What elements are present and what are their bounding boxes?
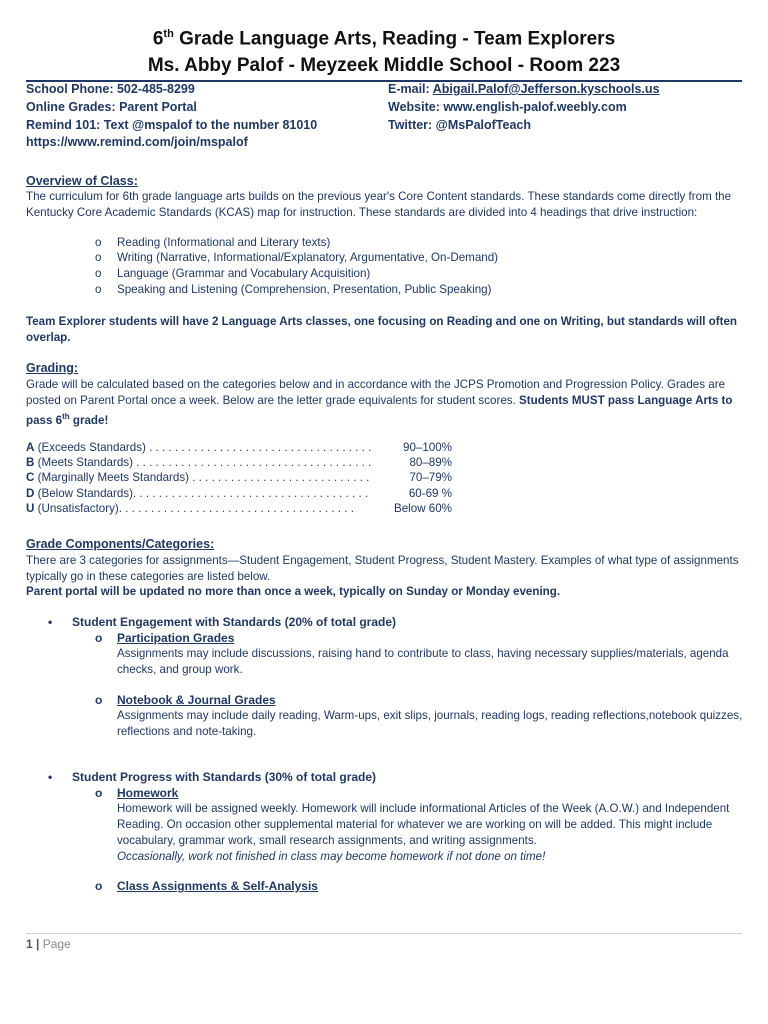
- overview-heading: Overview of Class:: [26, 174, 138, 188]
- portal-note: Parent portal will be updated no more than once a week, typically on Sunday or Monday evening.: [26, 585, 561, 598]
- list-marker: o: [95, 283, 102, 296]
- remind-url[interactable]: https://www.remind.com/join/mspalof: [26, 135, 248, 149]
- grade-range: Below 60%: [393, 502, 452, 515]
- grade-scale-row: A (Exceeds Standards) . . . . . . . . . . . . . . . . . . . . . . . . . . . . . . . . . . .: [26, 441, 372, 454]
- grade-scale-row: B (Meets Standards) . . . . . . . . . . . . . . . . . . . . . . . . . . . . . . . . . . . . .: [26, 456, 372, 469]
- list-marker: o: [95, 236, 102, 249]
- grade-scale-row: U (Unsatisfactory). . . . . . . . . . . . . . . . . . . . . . . . . . . . . . . . . . . . .: [26, 502, 354, 515]
- overview-item-label: Language (Grammar and Vocabulary Acquisition): [117, 267, 371, 280]
- team-note: Team Explorer students will have 2 Language Arts classes, one focusing on Reading and one on Writing, but standards will often overlap.: [26, 315, 737, 344]
- overview-item: [95, 267, 370, 280]
- homework-heading: o Homework: [95, 786, 179, 800]
- grade-range: 80–89%: [409, 456, 452, 469]
- participation-heading: o Participation Grades: [95, 631, 235, 645]
- notebook-heading: o Notebook & Journal Grades: [95, 693, 276, 707]
- engagement-bullet: [48, 615, 396, 629]
- grading-body: Grade will be calculated based on the categories below and in accordance with the JCPS Promotion and Progression Policy. Grades are posted on Parent Portal once a week. Below are the letter grade equivalents for student scores.: [26, 378, 726, 407]
- overview-item-label: Speaking and Listening (Comprehension, Presentation, Public Speaking): [117, 283, 492, 296]
- footer-divider: [26, 933, 742, 934]
- overview-item-label: Writing (Narrative, Informational/Explanatory, Argumentative, On-Demand): [117, 251, 499, 264]
- homework-text: Homework will be assigned weekly. Homework will include informational Articles of the Week (A.O.W.) and Independent Reading. On occasion other supplemental material for whatever we are working on will be added. This might include vocabulary, grammar work, small research assignments, and writing assignments.: [117, 802, 730, 847]
- class-assignments-heading: o Class Assignments & Self-Analysis: [95, 879, 318, 893]
- notebook-desc: Assignments may include daily reading, Warm-ups, exit slips, journals, reading logs, reading reflections,notebook quizzes, reflections and note-taking.: [117, 709, 743, 738]
- grade-scale-row: D (Below Standards). . . . . . . . . . . . . . . . . . . . . . . . . . . . . . . . . . . . .: [26, 487, 369, 500]
- homework-note: Occasionally, work not finished in class may become homework if not done on time!: [117, 850, 546, 863]
- grade-range: 70–79%: [409, 471, 452, 484]
- grading-text: [26, 377, 744, 429]
- overview-text: The curriculum for 6th grade language arts builds on the previous year's Core Content standards. These standards come directly from the Kentucky Core Academic Standards (KCAS) map for instruction. These standards are divided into 4 headings that drive instruction:: [26, 190, 732, 219]
- email-label: E-mail:: [388, 82, 433, 96]
- grade-range: 90–100%: [403, 441, 452, 454]
- email-line: [388, 82, 660, 96]
- participation-desc: Assignments may include discussions, raising hand to contribute to class, having necessary supplies/materials, agenda checks, and group work.: [117, 647, 729, 676]
- website[interactable]: Website: www.english-palof.weebly.com: [388, 100, 627, 114]
- page-label: Page: [42, 937, 71, 951]
- bullet-marker: •: [48, 615, 53, 629]
- grading-heading: Grading:: [26, 361, 79, 375]
- components-text: There are 3 categories for assignments—Student Engagement, Student Progress, Student Mastery. Examples of what type of assignments typically go in these categories are listed below.: [26, 554, 739, 583]
- email-link[interactable]: Abigail.Palof@Jefferson.kyschools.us: [432, 82, 660, 96]
- engagement-title: Student Engagement with Standards (20% of total grade): [72, 615, 397, 629]
- grade-scale-row: C (Marginally Meets Standards) . . . . . . . . . . . . . . . . . . . . . . . . . . . .: [26, 471, 370, 484]
- list-marker: o: [95, 267, 102, 280]
- overview-item: [95, 283, 491, 296]
- school-phone: School Phone: 502-485-8299: [26, 82, 195, 96]
- overview-item-label: Reading (Informational and Literary texts): [117, 236, 331, 249]
- progress-bullet: [48, 770, 376, 784]
- online-grades: Online Grades: Parent Portal: [26, 100, 197, 114]
- list-marker: o: [95, 251, 102, 264]
- overview-item: [95, 251, 498, 264]
- grading-emphasis: Students MUST pass Language Arts to pass 6th grade!: [26, 394, 733, 427]
- page-title: 6th Grade Language Arts, Reading - Team Explorers: [152, 28, 616, 50]
- page-number: 1: [26, 937, 33, 951]
- progress-title: Student Progress with Standards (30% of total grade): [72, 770, 377, 784]
- overview-item: [95, 236, 330, 249]
- page-subtitle: Ms. Abby Palof - Meyzeek Middle School - Room 223: [147, 55, 621, 76]
- twitter[interactable]: Twitter: @MsPalofTeach: [388, 118, 531, 132]
- components-heading: Grade Components/Categories:: [26, 537, 215, 551]
- homework-desc: [117, 801, 747, 865]
- page-footer: 1 | Page: [26, 937, 71, 951]
- grade-range: 60-69 %: [408, 487, 452, 500]
- remind-info: Remind 101: Text @mspalof to the number 81010: [26, 118, 318, 132]
- bullet-marker: •: [48, 770, 53, 784]
